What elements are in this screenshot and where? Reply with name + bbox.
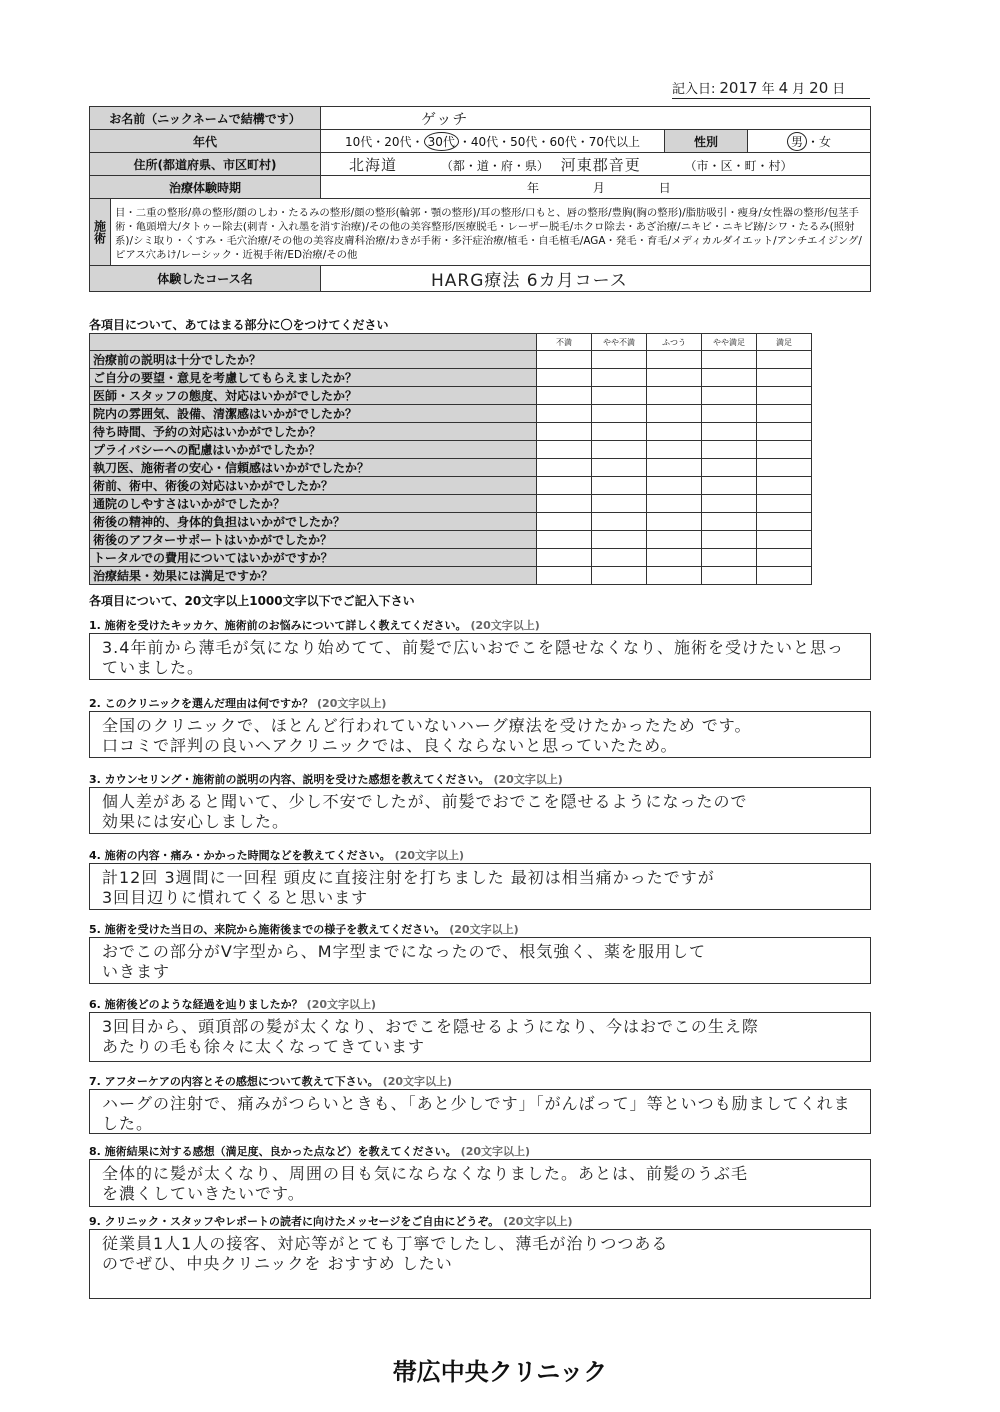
free-answer-text: ハーグの注射で、痛みがつらいときも、「あと少しです」「がんばって」等といつも励ましてくれました。 bbox=[102, 1094, 851, 1133]
free-question-text: 7. アフターケアの内容とその感想について教えて下さい。 bbox=[89, 1075, 379, 1088]
gender-female[interactable]: 女 bbox=[819, 134, 832, 149]
age-20[interactable]: 20代 bbox=[384, 134, 412, 149]
free-question bbox=[89, 771, 563, 787]
age-50[interactable]: 50代 bbox=[510, 134, 538, 149]
rating-header-3: ふつう bbox=[647, 334, 702, 351]
rating-cell[interactable] bbox=[592, 459, 647, 477]
rating-cell[interactable] bbox=[757, 477, 812, 495]
age-40[interactable]: 40代 bbox=[470, 134, 499, 149]
gender-options[interactable]: 男 ・女 bbox=[748, 130, 871, 153]
course-value[interactable]: HARG療法 6カ月コース bbox=[321, 266, 871, 292]
rating-cell[interactable] bbox=[757, 495, 812, 513]
rating-cell[interactable] bbox=[702, 513, 757, 531]
free-question-text: 5. 施術を受けた当日の、来院から施術後までの様子を教えてください。 bbox=[89, 923, 446, 936]
free-question bbox=[89, 1143, 530, 1159]
rating-cell[interactable] bbox=[537, 405, 592, 423]
rating-cell[interactable] bbox=[592, 513, 647, 531]
name-label: お名前（ニックネームで結構です） bbox=[90, 107, 321, 130]
free-question-requirement: (20文字以上) bbox=[317, 697, 387, 710]
rating-cell[interactable] bbox=[647, 459, 702, 477]
free-question-text: 4. 施術の内容・痛み・かかった時間などを教えてください。 bbox=[89, 849, 391, 862]
free-answer-text: おでこの部分がV字型から、M字型までになったので、根気強く、薬を服用して いきます bbox=[102, 942, 706, 981]
rating-cell[interactable] bbox=[757, 387, 812, 405]
rating-cell[interactable] bbox=[537, 513, 592, 531]
free-question bbox=[89, 996, 376, 1012]
rating-cell[interactable] bbox=[757, 459, 812, 477]
free-question-requirement: (20文字以上) bbox=[394, 849, 465, 862]
free-answer-text: 全体的に髪が太くなり、周囲の目も気にならなくなりました。あとは、前髪のうぶ毛 を濃くしていきたいです。 bbox=[102, 1164, 749, 1203]
rating-cell[interactable] bbox=[537, 531, 592, 549]
address-city-suffix: （市・区・町・村） bbox=[684, 158, 793, 173]
free-answer-box[interactable] bbox=[89, 863, 871, 910]
day-unit: 日 bbox=[832, 82, 846, 97]
rating-cell[interactable] bbox=[647, 441, 702, 459]
age-label: 年代 bbox=[90, 130, 321, 153]
date-underline bbox=[672, 98, 870, 99]
age-10[interactable]: 10代 bbox=[344, 134, 373, 149]
rating-cell[interactable] bbox=[592, 477, 647, 495]
rating-cell[interactable] bbox=[647, 531, 702, 549]
free-question-text: 3. カウンセリング・施術前の説明の内容、説明を受けた感想を教えてください。 bbox=[89, 773, 490, 786]
rating-cell[interactable] bbox=[537, 459, 592, 477]
period-value[interactable] bbox=[321, 176, 871, 199]
rating-cell[interactable] bbox=[702, 423, 757, 441]
free-answer-box[interactable] bbox=[89, 1229, 871, 1299]
rating-cell[interactable] bbox=[592, 531, 647, 549]
rating-cell[interactable] bbox=[702, 351, 757, 369]
free-instruction: 各項目について、20文字以上1000文字以下でご記入下さい bbox=[89, 594, 415, 608]
rating-header-1: 不満 bbox=[537, 334, 592, 351]
entry-year: 2017 bbox=[719, 79, 758, 97]
rating-cell[interactable] bbox=[702, 369, 757, 387]
rating-header-4: やや満足 bbox=[702, 334, 757, 351]
rating-instruction: 各項目について、あてはまる部分に〇をつけてください bbox=[89, 318, 389, 332]
rating-header-row bbox=[90, 334, 812, 351]
gender-label: 性別 bbox=[665, 130, 748, 153]
rating-question: 治療前の説明は十分でしたか？ bbox=[90, 351, 537, 369]
free-question bbox=[89, 847, 464, 863]
rating-row bbox=[90, 387, 812, 405]
free-question-text: 9. クリニック・スタッフやレポートの読者に向けたメッセージをご自由にどうぞ。 bbox=[89, 1215, 500, 1228]
free-answer-box[interactable] bbox=[89, 787, 871, 834]
free-question bbox=[89, 921, 519, 937]
rating-question: 術後の精神的、身体的負担はいかがでしたか？ bbox=[90, 513, 537, 531]
period-label: 治療体験時期 bbox=[90, 176, 321, 199]
rating-cell[interactable] bbox=[537, 549, 592, 567]
rating-row bbox=[90, 495, 812, 513]
rating-row bbox=[90, 405, 812, 423]
rating-cell[interactable] bbox=[592, 549, 647, 567]
rating-row bbox=[90, 423, 812, 441]
rating-row bbox=[90, 441, 812, 459]
rating-cell[interactable] bbox=[592, 567, 647, 585]
free-question-requirement: (20文字以上) bbox=[460, 1145, 531, 1158]
rating-row bbox=[90, 549, 812, 567]
rating-cell[interactable] bbox=[647, 495, 702, 513]
entry-date-label: 記入日: bbox=[672, 82, 716, 97]
rating-cell[interactable] bbox=[537, 567, 592, 585]
rating-row bbox=[90, 369, 812, 387]
rating-cell[interactable] bbox=[702, 549, 757, 567]
rating-header-2: やや不満 bbox=[592, 334, 647, 351]
rating-cell[interactable] bbox=[757, 531, 812, 549]
rating-question: 術前、術中、術後の対応はいかがでしたか？ bbox=[90, 477, 537, 495]
treatment-row bbox=[90, 199, 871, 266]
free-question-text: 1. 施術を受けたキッカケ、施術前のお悩みについて詳しく教えてください。 bbox=[89, 619, 467, 632]
rating-cell[interactable] bbox=[592, 423, 647, 441]
period-year: 年 bbox=[527, 180, 540, 195]
free-question-text: 8. 施術結果に対する感想（満足度、良かった点など）を教えてください。 bbox=[89, 1145, 457, 1158]
free-question bbox=[89, 1213, 573, 1229]
rating-cell[interactable] bbox=[647, 477, 702, 495]
rating-cell[interactable] bbox=[537, 387, 592, 405]
rating-cell[interactable] bbox=[702, 441, 757, 459]
rating-cell[interactable] bbox=[647, 387, 702, 405]
rating-cell[interactable] bbox=[592, 495, 647, 513]
free-answer-box[interactable] bbox=[89, 711, 871, 758]
rating-table bbox=[89, 333, 812, 585]
rating-row bbox=[90, 459, 812, 477]
rating-row bbox=[90, 531, 812, 549]
entry-month: 4 bbox=[778, 79, 789, 97]
gender-male-selected[interactable]: 男 bbox=[787, 132, 807, 151]
rating-cell[interactable] bbox=[702, 477, 757, 495]
free-question-requirement: (20文字以上) bbox=[306, 998, 377, 1011]
rating-cell[interactable] bbox=[702, 387, 757, 405]
free-answer-text: 3回目から、頭頂部の髪が太くなり、おでこを隠せるようになり、今はおでこの生え際 あたりの毛も徐々に太くなってきています bbox=[102, 1017, 759, 1056]
period-day: 日 bbox=[658, 180, 671, 195]
rating-question: 治療結果・効果には満足ですか？ bbox=[90, 567, 537, 585]
rating-cell[interactable] bbox=[592, 405, 647, 423]
rating-cell[interactable] bbox=[702, 567, 757, 585]
free-answer-text: 従業員1人1人の接客、対応等がとても丁寧でしたし、薄毛が治りつつある のでぜひ、中央クリニックを おすすめ したい bbox=[102, 1234, 669, 1273]
free-question-text: 2. このクリニックを選んだ理由は何ですか？ bbox=[89, 697, 314, 710]
rating-row bbox=[90, 351, 812, 369]
rating-cell[interactable] bbox=[537, 351, 592, 369]
age-30-selected[interactable]: 30代 bbox=[424, 132, 459, 151]
rating-question: 院内の雰囲気、設備、清潔感はいかがでしたか？ bbox=[90, 405, 537, 423]
month-unit: 月 bbox=[792, 82, 806, 97]
rating-cell[interactable] bbox=[647, 423, 702, 441]
free-answer-box[interactable] bbox=[89, 1012, 871, 1062]
course-label: 体験したコース名 bbox=[90, 266, 321, 292]
rating-question: 医師・スタッフの態度、対応はいかがでしたか？ bbox=[90, 387, 537, 405]
rating-cell[interactable] bbox=[592, 351, 647, 369]
rating-cell[interactable] bbox=[757, 423, 812, 441]
rating-cell[interactable] bbox=[537, 477, 592, 495]
rating-cell[interactable] bbox=[647, 567, 702, 585]
rating-cell[interactable] bbox=[537, 369, 592, 387]
free-question-requirement: (20文字以上) bbox=[470, 619, 540, 632]
age-70[interactable]: 70代以上 bbox=[588, 134, 641, 149]
clinic-name: 帯広中央クリニック bbox=[392, 1357, 608, 1386]
rating-cell[interactable] bbox=[702, 405, 757, 423]
rating-cell[interactable] bbox=[757, 567, 812, 585]
age-options[interactable]: 10代・20代・ 30代 ・40代・50代・60代・70代以上 bbox=[321, 130, 665, 153]
free-question bbox=[89, 1073, 452, 1089]
free-question-requirement: (20文字以上) bbox=[382, 1075, 453, 1088]
rating-cell[interactable] bbox=[592, 369, 647, 387]
address-pref-suffix: （都・道・府・県） bbox=[440, 158, 549, 173]
free-answer-box[interactable] bbox=[89, 1159, 871, 1207]
rating-question: プライバシーへの配慮はいかがでしたか？ bbox=[90, 441, 537, 459]
rating-cell[interactable] bbox=[647, 369, 702, 387]
treatment-list: 目・二重の整形/鼻の整形/顔のしわ・たるみの整形/顔の整形(輪郭・顎の整形)/耳の整形/口もと、唇の整形/豊胸(胸の整形)/脂肪吸引・痩身/女性器の整形/包茎手術・亀頭増大/タトゥー除去(刺青・入れ墨を消す治療)/その他の美容整形/医療脱毛・レーザー脱毛/ホクロ除去・あざ治療/ニキビ・ニキビ跡/シワ・たるみ(照射系)/シミ取り・くすみ・毛穴治療/その他の美容皮膚科治療/わきが手術・多汗症治療/植毛・自毛植毛/AGA・発毛・育毛/メディカルダイエット/アンチエイジング/ピアス穴あけ/レーシック・近視手術/ED治療/その他 bbox=[115, 207, 862, 261]
free-question bbox=[89, 695, 386, 711]
free-question-requirement: (20文字以上) bbox=[503, 1215, 573, 1228]
rating-question: 待ち時間、予約の対応はいかがでしたか？ bbox=[90, 423, 537, 441]
free-answer-text: 計12回 3週間に一回程 頭皮に直接注射を打ちました 最初は相当痛かったですが 3回目辺りに慣れてくると思います bbox=[102, 868, 715, 907]
rating-cell[interactable] bbox=[702, 459, 757, 477]
address-city: 河東郡音更 bbox=[560, 155, 641, 174]
address-prefecture: 北海道 bbox=[349, 155, 398, 174]
rating-cell[interactable] bbox=[757, 369, 812, 387]
rating-cell[interactable] bbox=[592, 387, 647, 405]
rating-cell[interactable] bbox=[757, 405, 812, 423]
free-answer-text: 3.4年前から薄毛が気になり始めてて、前髪で広いおでこを隠せなくなり、施術を受けたいと思っていました。 bbox=[102, 638, 844, 677]
rating-cell[interactable] bbox=[537, 495, 592, 513]
free-question-requirement: (20文字以上) bbox=[449, 923, 519, 936]
age-60[interactable]: 60代 bbox=[549, 134, 577, 149]
rating-question: 執刀医、施術者の安心・信頼感はいかがでしたか？ bbox=[90, 459, 537, 477]
rating-header-5: 満足 bbox=[757, 334, 812, 351]
rating-cell[interactable] bbox=[647, 351, 702, 369]
entry-date bbox=[672, 78, 845, 97]
free-answer-text: 全国のクリニックで、ほとんど行われていないハーグ療法を受けたかったため です。 口コミで評判の良いヘアクリニックでは、良くならないと思っていたため。 bbox=[102, 716, 752, 755]
rating-cell[interactable] bbox=[702, 495, 757, 513]
rating-cell[interactable] bbox=[702, 531, 757, 549]
rating-question: ご自分の要望・意見を考慮してもらえましたか？ bbox=[90, 369, 537, 387]
free-question bbox=[89, 617, 540, 633]
period-month: 月 bbox=[592, 180, 605, 195]
name-value[interactable]: ゲッチ bbox=[321, 107, 871, 130]
rating-cell[interactable] bbox=[647, 549, 702, 567]
treatment-label: 施術 bbox=[90, 199, 111, 265]
rating-cell[interactable] bbox=[757, 549, 812, 567]
rating-header-blank bbox=[90, 334, 537, 351]
entry-day: 20 bbox=[809, 79, 829, 97]
rating-row bbox=[90, 477, 812, 495]
free-answer-box[interactable] bbox=[89, 633, 871, 680]
free-answer-text: 個人差があると聞いて、少し不安でしたが、前髪でおでこを隠せるようになったので 効果には安心しました。 bbox=[102, 792, 748, 831]
rating-question: トータルでの費用についてはいかがですか？ bbox=[90, 549, 537, 567]
rating-row bbox=[90, 513, 812, 531]
address-label: 住所(都道府県、市区町村) bbox=[90, 153, 321, 176]
free-question-requirement: (20文字以上) bbox=[493, 773, 563, 786]
profile-table bbox=[89, 106, 871, 292]
rating-cell[interactable] bbox=[647, 513, 702, 531]
rating-cell[interactable] bbox=[757, 441, 812, 459]
rating-cell[interactable] bbox=[757, 351, 812, 369]
rating-row bbox=[90, 567, 812, 585]
rating-question: 術後のアフターサポートはいかがでしたか？ bbox=[90, 531, 537, 549]
year-unit: 年 bbox=[761, 82, 775, 97]
rating-cell[interactable] bbox=[537, 441, 592, 459]
address-value[interactable] bbox=[321, 153, 871, 176]
rating-cell[interactable] bbox=[592, 441, 647, 459]
rating-cell[interactable] bbox=[757, 513, 812, 531]
rating-cell[interactable] bbox=[647, 405, 702, 423]
free-answer-box[interactable] bbox=[89, 937, 871, 984]
free-question-text: 6. 施術後どのような経過を辿りましたか？ bbox=[89, 998, 303, 1011]
rating-question: 通院のしやすさはいかがでしたか？ bbox=[90, 495, 537, 513]
free-answer-box[interactable] bbox=[89, 1089, 871, 1134]
rating-cell[interactable] bbox=[537, 423, 592, 441]
